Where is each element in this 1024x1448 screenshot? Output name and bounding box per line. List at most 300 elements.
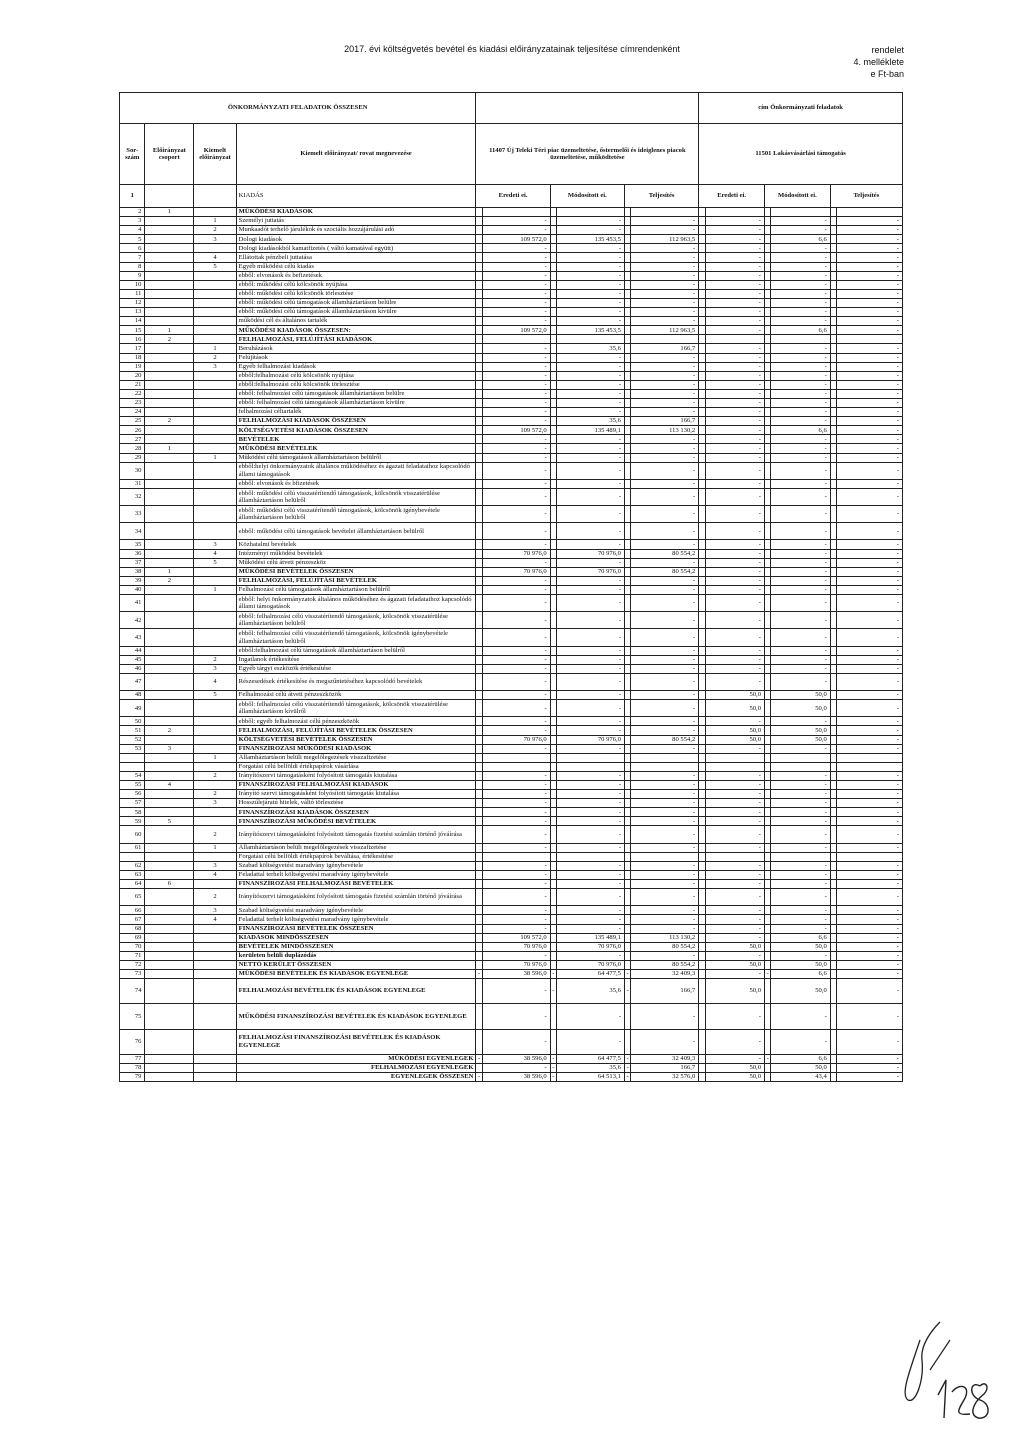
value-cell: - [837,567,903,576]
table-row [120,762,903,771]
row-label: Forgatási célú belföldi értékpapírok vásárlása [236,762,476,771]
kiemelt-code [194,479,236,488]
row-label: ebből: működési célú visszatérítendő támogatások, kölcsönök visszatérülése államháztartáson belülről [236,488,476,505]
value-cell: - [837,612,903,629]
value-cell: 80 554,2 [631,942,699,951]
table-row [120,523,903,540]
value-cell: - [482,479,550,488]
value-cell: - [705,262,764,271]
value-cell: - [837,951,903,960]
group-code: 1 [145,567,194,576]
kiemelt-code [194,1054,236,1063]
row-label: Szabad költségvetési maradvány igénybevétele [236,861,476,870]
table-row [120,771,903,780]
value-cell: - [837,235,903,244]
value-cell: - [482,646,550,655]
sign-cell: - [550,1054,556,1063]
kiemelt-code [194,280,236,289]
value-cell: - [631,744,699,753]
table-row [120,799,903,808]
value-cell: - [482,889,550,906]
value-cell: 112 963,5 [631,326,699,335]
table-row [120,344,903,353]
value-cell: - [557,1029,625,1054]
row-number: 10 [120,280,145,289]
group-code [145,843,194,852]
value-cell: - [557,700,625,717]
value-cell: 80 554,2 [631,549,699,558]
value-cell: - [557,655,625,664]
value-cell: - [771,744,830,753]
table-row [120,558,903,567]
row-number: 39 [120,576,145,585]
value-cell: - [631,362,699,371]
table-row [120,540,903,549]
value-cell [771,208,830,217]
kiemelt-code [194,408,236,417]
row-label: FELHALMOZÁSI, FELÚJÍTÁSI BEVÉTELEK [236,576,476,585]
value-cell: - [482,915,550,924]
value-cell: - [705,646,764,655]
value-cell: - [705,479,764,488]
value-cell: - [631,861,699,870]
value-cell: - [705,244,764,253]
kiemelt-code [194,398,236,407]
table-row [120,235,903,244]
value-cell: - [837,906,903,915]
value-cell: - [482,262,550,271]
value-cell [482,762,550,771]
value-cell: 50,0 [705,735,764,744]
value-cell: - [705,595,764,612]
value-cell: - [705,506,764,523]
group-code [145,540,194,549]
value-cell: - [705,799,764,808]
value-cell: - [482,843,550,852]
kiemelt-code: 4 [194,870,236,879]
value-cell: - [557,826,625,843]
row-label: ebből: egyéb felhalmozási célú pénzeszközök [236,717,476,726]
value-cell: - [631,523,699,540]
value-cell: - [631,380,699,389]
sub-header-teljesites-2: Teljesítés [830,185,902,208]
row-number [120,852,145,861]
value-cell: 70 976,0 [482,960,550,969]
value-cell: - [837,523,903,540]
value-cell: - [705,326,764,335]
row-label: MŰKÖDÉSI BEVÉTELEK [236,444,476,453]
value-cell: - [837,771,903,780]
group-code [145,506,194,523]
value-cell: - [837,371,903,380]
value-cell: - [705,880,764,889]
section-title-left: ÖNKORMÁNYZATI FELADATOK ÖSSZESEN [120,93,476,124]
table-row [120,817,903,826]
value-cell: 32 409,3 [631,1054,699,1063]
value-cell: - [557,799,625,808]
table-row [120,353,903,362]
value-cell: - [837,417,903,426]
value-cell: - [837,1029,903,1054]
value-cell: - [631,1029,699,1054]
value-cell: - [771,408,830,417]
row-label: ebből: működési célú támogatások államháztartáson kívülre [236,308,476,317]
table-row [120,488,903,505]
kiemelt-code: 2 [194,790,236,799]
kiemelt-code: 2 [194,226,236,235]
sign-cell: - [476,969,482,978]
row-number: 5 [120,235,145,244]
value-cell [557,335,625,344]
value-cell: - [557,280,625,289]
value-cell: - [837,781,903,790]
table-row [120,398,903,407]
value-cell: - [837,726,903,735]
group-code [145,585,194,594]
row-label: Dologi kiadásokból kamatfizetés ( váltó kamatával együtt) [236,244,476,253]
table-row [120,906,903,915]
row-label: Működési célú támogatások államháztartáson belülről [236,453,476,462]
kiemelt-code [194,612,236,629]
header-right-line-3: e Ft-ban [870,69,904,79]
value-cell [705,208,764,217]
value-cell: - [482,453,550,462]
table-row [120,808,903,817]
value-cell: - [771,253,830,262]
value-cell: - [705,567,764,576]
value-cell [837,208,903,217]
row-number: 28 [120,444,145,453]
row-label: Beruházások [236,344,476,353]
value-cell: - [631,371,699,380]
kiemelt-code [194,700,236,717]
row-label: FINANSZÍROZÁSI BEVÉTELEK ÖSSZESEN [236,924,476,933]
sign-cell: - [624,969,630,978]
kiemelt-code [194,852,236,861]
group-code [145,398,194,407]
value-cell: - [771,826,830,843]
value-cell: 70 976,0 [557,942,625,951]
value-cell: - [557,308,625,317]
kiemelt-code [194,1004,236,1029]
value-cell: - [771,317,830,326]
kiemelt-code [194,380,236,389]
value-cell [631,852,699,861]
table-row [120,549,903,558]
value-cell: - [771,817,830,826]
value-cell: - [557,558,625,567]
table-row [120,924,903,933]
value-cell: - [705,408,764,417]
value-cell: - [482,1064,550,1073]
value-cell: - [837,880,903,889]
col-group-11501: 11501 Lakásvásárlási támogatás [699,124,903,185]
group-code: 2 [145,335,194,344]
row-number: 15 [120,326,145,335]
value-cell: - [631,479,699,488]
row-label: Egyéb felhalmozási kiadások [236,362,476,371]
row-number: 12 [120,298,145,307]
value-cell: 35,6 [557,979,625,1004]
value-cell: 70 976,0 [557,567,625,576]
table-row [120,691,903,700]
kiemelt-code [194,1064,236,1073]
kiemelt-code [194,326,236,335]
handwritten-signature [880,1300,1000,1430]
group-code [145,558,194,567]
value-cell: - [557,585,625,594]
kiemelt-code [194,629,236,646]
value-cell: - [771,217,830,226]
value-cell [705,762,764,771]
kiemelt-code: 3 [194,861,236,870]
value-cell: - [631,308,699,317]
kiemelt-code [194,289,236,298]
value-cell: - [557,435,625,444]
value-cell [771,335,830,344]
row-number: 70 [120,942,145,951]
group-code [145,924,194,933]
table-row [120,915,903,924]
sign-cell: - [550,1064,556,1073]
table-row [120,629,903,646]
row-label: Részesedések értékesítése és megszűntetéséhez kapcsolódó bevételek [236,673,476,690]
value-cell: - [837,969,903,978]
row-label: FINANSZÍROZÁSI FELHALMOZÁSI KIADÁSOK [236,781,476,790]
kiemelt-code: 1 [194,843,236,852]
value-cell: - [705,951,764,960]
value-cell: - [705,298,764,307]
value-cell: - [705,226,764,235]
group-code [145,826,194,843]
group-code [145,595,194,612]
kiemelt-code [194,523,236,540]
value-cell: - [705,781,764,790]
value-cell: - [705,444,764,453]
kiemelt-code [194,435,236,444]
value-cell: - [705,523,764,540]
row-label: FELHALMOZÁSI, FELÚJÍTÁSI BEVÉTELEK ÖSSZESEN [236,726,476,735]
group-code [145,523,194,540]
value-cell: - [771,790,830,799]
value-cell: - [482,726,550,735]
value-cell: - [482,271,550,280]
value-cell: - [557,771,625,780]
value-cell: - [482,488,550,505]
kiemelt-code: 3 [194,906,236,915]
kiemelt-code [194,506,236,523]
value-cell: - [482,317,550,326]
table-row [120,744,903,753]
row-number: 69 [120,933,145,942]
value-cell: 135 453,5 [557,235,625,244]
value-cell: - [557,951,625,960]
row-number: 6 [120,244,145,253]
value-cell [771,852,830,861]
group-code [145,664,194,673]
value-cell: - [837,1064,903,1073]
kiemelt-code [194,1029,236,1054]
value-cell: - [482,790,550,799]
value-cell: - [837,226,903,235]
value-cell: - [631,595,699,612]
table-row [120,389,903,398]
value-cell: - [837,861,903,870]
value-cell: - [557,790,625,799]
group-code: 1 [145,444,194,453]
value-cell: - [482,353,550,362]
row-number: 77 [120,1054,145,1063]
group-code [145,915,194,924]
table-row [120,960,903,969]
row-label: Dologi kiadások [236,235,476,244]
value-cell: - [837,1004,903,1029]
table-row [120,1073,903,1082]
value-cell: - [705,380,764,389]
group-code: 3 [145,744,194,753]
value-cell: - [557,744,625,753]
group-code [145,655,194,664]
group-code: 2 [145,576,194,585]
row-label: KÖLTSÉGVETÉSI BEVÉTELEK ÖSSZESEN [236,735,476,744]
row-number: 75 [120,1004,145,1029]
value-cell: - [837,826,903,843]
value-cell: - [631,244,699,253]
value-cell: - [631,951,699,960]
row-number: 51 [120,726,145,735]
kiemelt-code: 1 [194,344,236,353]
row-number: 43 [120,629,145,646]
value-cell [482,852,550,861]
value-cell: - [557,408,625,417]
value-cell: - [705,861,764,870]
row-label: BEVÉTELEK MINDÖSSZESEN [236,942,476,951]
value-cell: - [837,353,903,362]
value-cell [837,762,903,771]
value-cell: 50,0 [771,1064,830,1073]
table-row [120,673,903,690]
group-code [145,271,194,280]
kiemelt-code: 2 [194,771,236,780]
value-cell: - [771,673,830,690]
group-code [145,308,194,317]
row-label: Intézményi működési bevételek [236,549,476,558]
value-cell: - [705,906,764,915]
value-cell: 35,6 [557,1064,625,1073]
row-label: Felhalmozási célú támogatások államháztartáson belülről [236,585,476,594]
row-label: ebből: felhalmozási célú támogatások államháztartáson kívülre [236,398,476,407]
value-cell: - [631,808,699,817]
value-cell: - [837,462,903,479]
value-cell: - [557,691,625,700]
kiemelt-code: 3 [194,799,236,808]
value-cell: - [557,298,625,307]
value-cell: - [771,444,830,453]
value-cell: 80 554,2 [631,960,699,969]
row-number: 30 [120,462,145,479]
value-cell: - [557,808,625,817]
value-cell: - [631,540,699,549]
value-cell: - [837,344,903,353]
value-cell: - [705,289,764,298]
value-cell: - [837,735,903,744]
kiemelt-code [194,979,236,1004]
kiemelt-code [194,817,236,826]
table-row [120,308,903,317]
group-code [145,280,194,289]
value-cell: - [482,462,550,479]
value-cell: - [705,870,764,879]
row-number: 62 [120,861,145,870]
row-number: 54 [120,771,145,780]
sub-header-teljesites-1: Teljesítés [624,185,698,208]
kiemelt-code: 2 [194,826,236,843]
row-number: 59 [120,817,145,826]
table-row [120,435,903,444]
row-number: 41 [120,595,145,612]
value-cell: - [557,353,625,362]
table-row [120,790,903,799]
value-cell: - [482,906,550,915]
value-cell: 166,7 [631,979,699,1004]
kiemelt-code [194,781,236,790]
value-cell: - [482,870,550,879]
value-cell: - [631,271,699,280]
value-cell: - [482,217,550,226]
value-cell: - [631,771,699,780]
table-row [120,417,903,426]
table-row [120,576,903,585]
value-cell [482,753,550,762]
value-cell: - [705,217,764,226]
value-cell: - [557,389,625,398]
value-cell: - [631,646,699,655]
group-code [145,488,194,505]
group-code [145,298,194,307]
row-label: ebből: működési célú támogatások bevételei államháztartáson belülről [236,523,476,540]
row-label: Felújítások [236,353,476,362]
value-cell: - [705,435,764,444]
group-code [145,426,194,435]
row-number: 50 [120,717,145,726]
value-cell: 109 572,0 [482,426,550,435]
kiemelt-code [194,960,236,969]
kiemelt-code: 1 [194,753,236,762]
value-cell [705,335,764,344]
value-cell: - [837,506,903,523]
group-code [145,1004,194,1029]
sub-header-modositott-2: Módosított ei. [765,185,831,208]
value-cell: - [771,655,830,664]
value-cell: - [771,664,830,673]
group-code [145,244,194,253]
row-number: 46 [120,664,145,673]
col-header-megnevezes: Kiemelt előirányzat/ rovat megnevezése [236,124,476,185]
value-cell: - [631,915,699,924]
row-number: 65 [120,889,145,906]
value-cell: - [705,612,764,629]
value-cell: - [631,280,699,289]
row-label: ebből: helyi önkormányzatok általános működéséhez és ágazati feladataihoz kapcsolódó állami támogatások [236,595,476,612]
value-cell: - [482,298,550,307]
value-cell: - [771,808,830,817]
kiemelt-code [194,880,236,889]
value-cell: - [771,244,830,253]
row-number: 52 [120,735,145,744]
table-row [120,253,903,262]
value-cell: - [705,426,764,435]
value-cell: - [837,262,903,271]
